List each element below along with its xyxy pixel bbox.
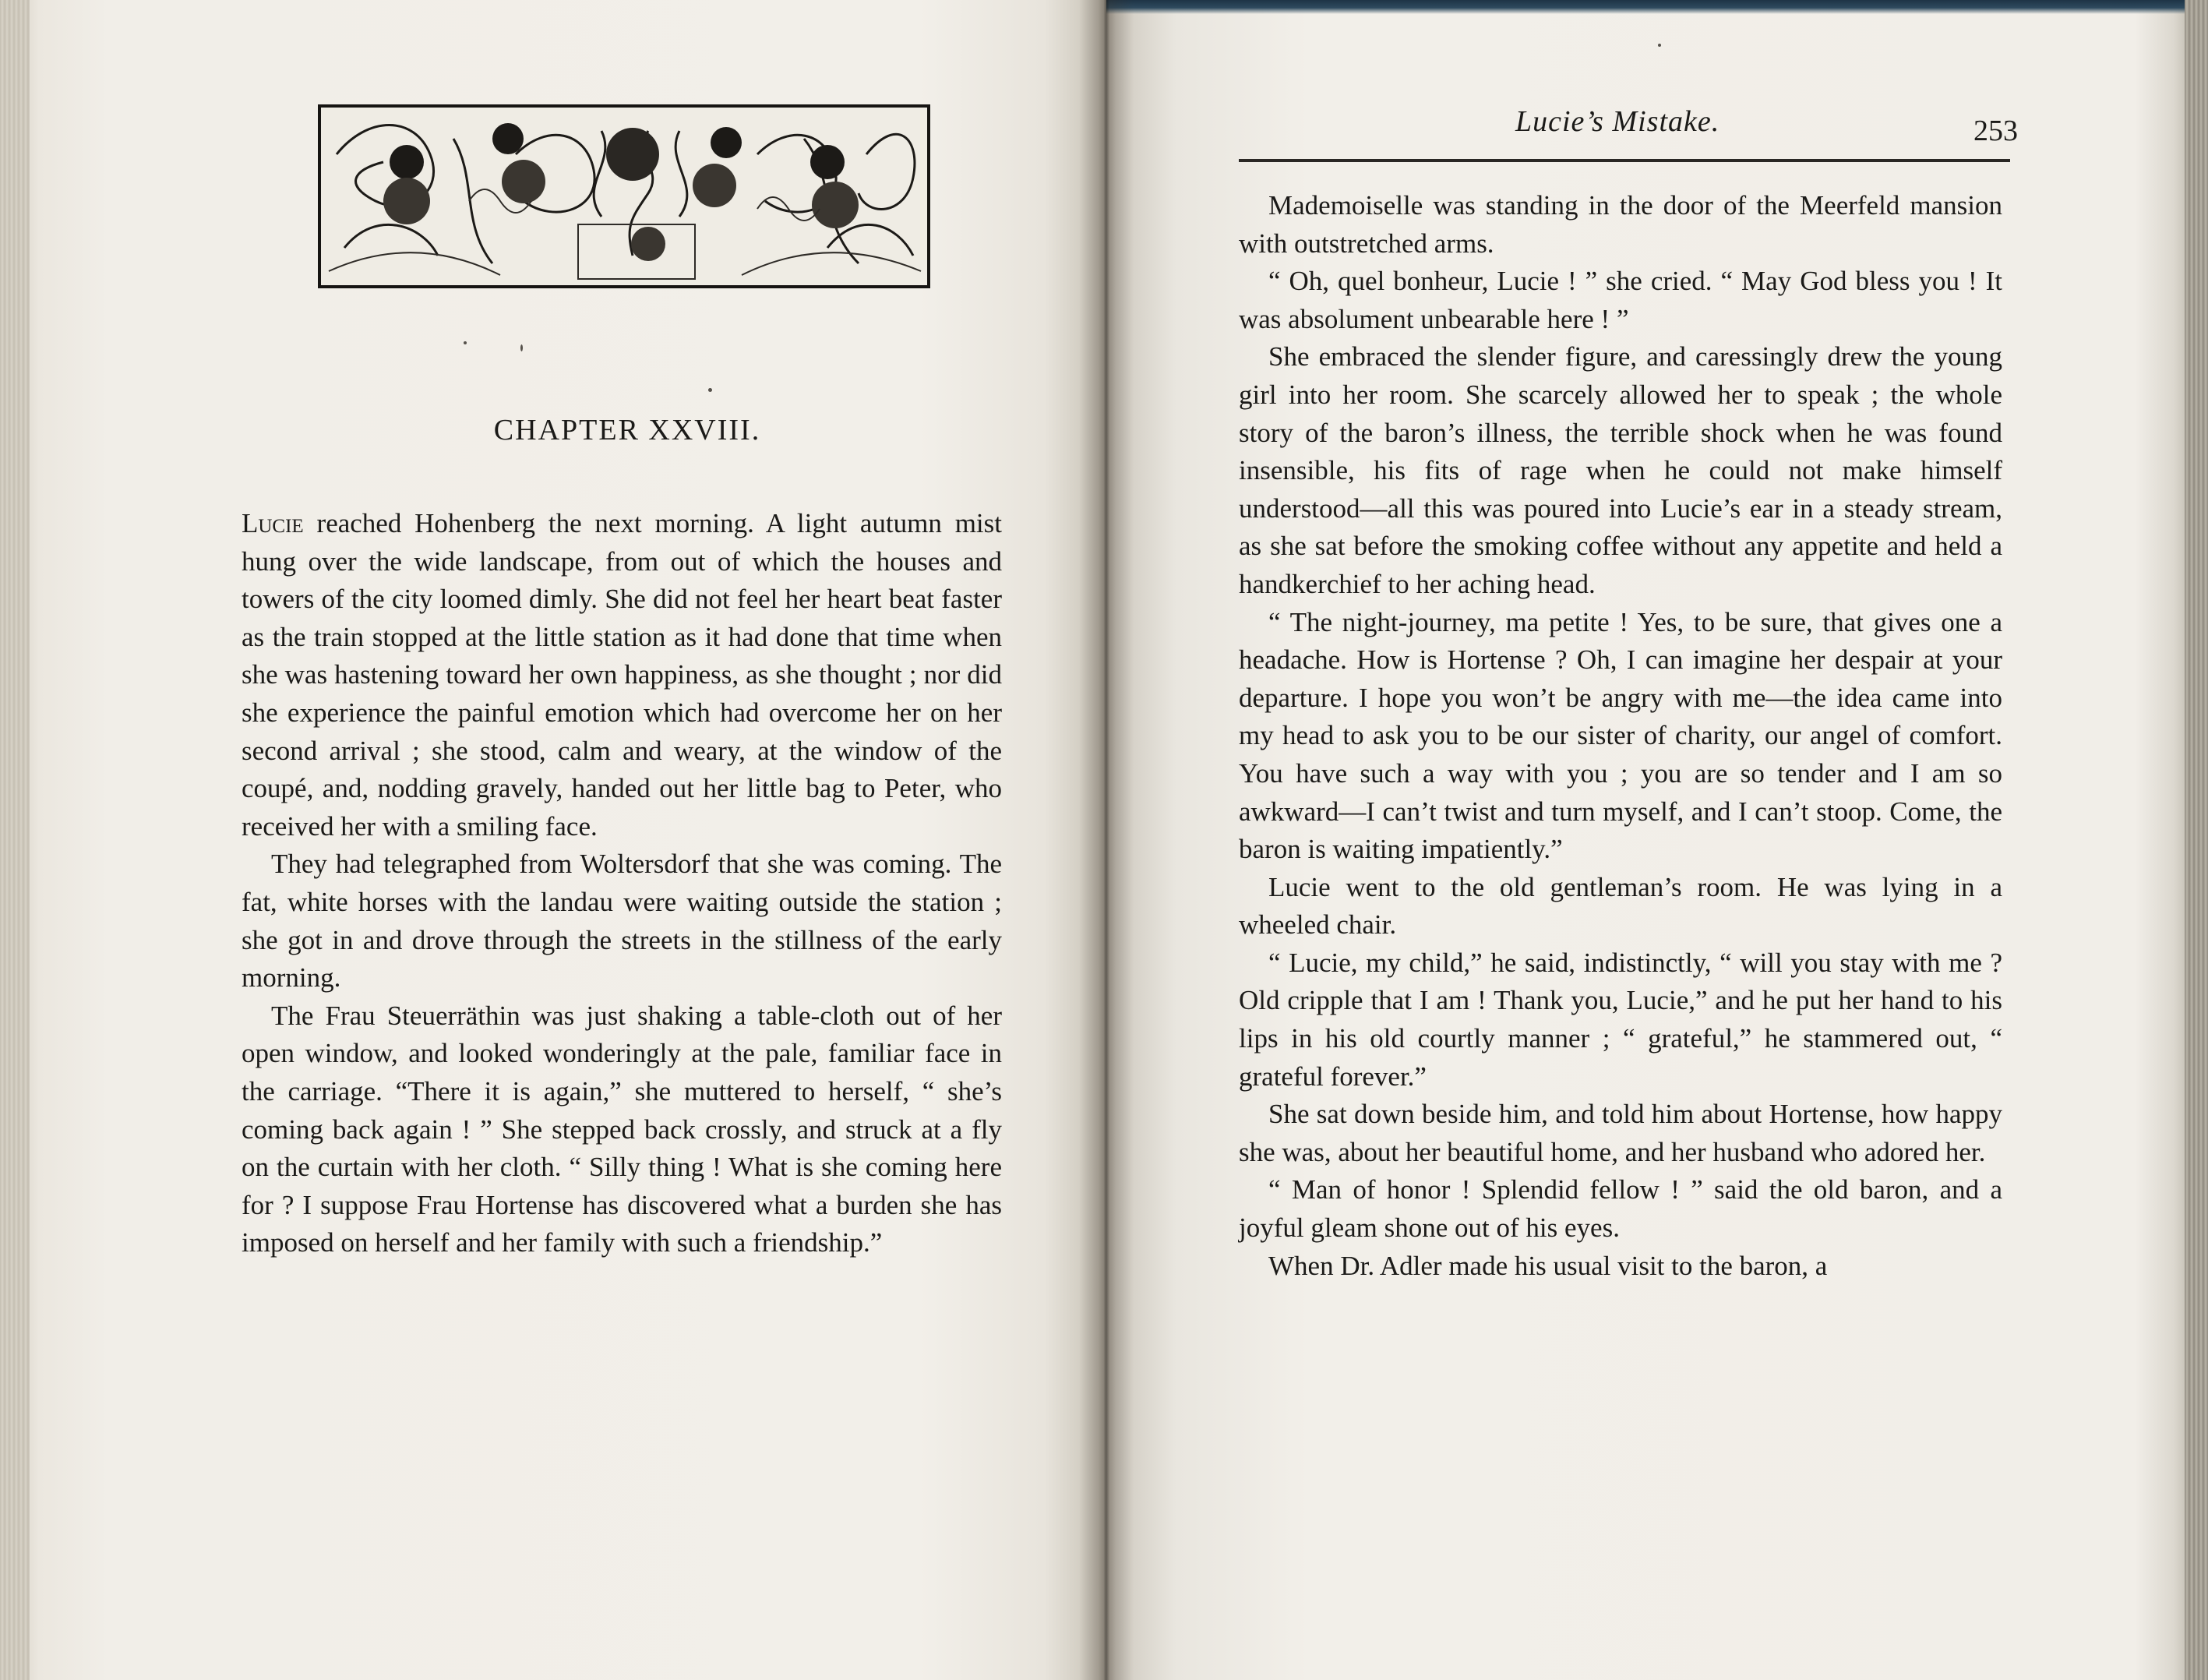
- paragraph: Lucie went to the old gentleman’s room. He was lying in a wheeled chair.: [1239, 871, 2002, 941]
- paragraph: Lucie reached Hohenberg the next morning. A light autumn mist hung over the wide landscape, from out of which the houses and towers of the city loomed dimly. She did not feel her heart beat faster as the train stopped at the little station as it had done that time when she was hastening toward her own happiness, as she thought ; nor did she experience the painful emotion which had overcome her on her second arrival ; she stood, calm and weary, at the window of the coupé, and, nodding gravely, handed out her little bag to Peter, who received her with a smiling face.: [242, 508, 1002, 842]
- chapter-headpiece-ornament: [318, 104, 930, 288]
- left-page-body: [242, 505, 1002, 1262]
- book-gutter: [1079, 0, 1134, 1680]
- opening-word: Lucie: [242, 508, 304, 538]
- running-head: [1239, 103, 2018, 157]
- left-page-edges: [0, 0, 30, 1680]
- paragraph: She sat down beside him, and told him about Hortense, how happy she was, about her beautiful home, and her husband who adored her.: [1239, 1099, 2002, 1167]
- chapter-title: CHAPTER XXVIII.: [493, 414, 761, 446]
- right-page-edges: [2185, 0, 2208, 1680]
- paragraph: Mademoiselle was standing in the door of the Meerfeld mansion with outstretched arms.: [1239, 190, 2002, 259]
- running-title: Lucie’s Mistake.: [1515, 105, 1720, 138]
- paragraph: The Frau Steuerräthin was just shaking a table-cloth out of her open window, and looked wonderingly at the pale, familiar face in the carriage. “There it is again,” she muttered to herself, “ she’s coming back again ! ” She stepped back crossly, and struck at a fly on the curtain with her cloth. “ Silly thing ! What is she coming here for ? I suppose Frau Hortense has discovered what a burden she has imposed on herself and her family with such a friendship.”: [242, 1000, 1002, 1258]
- ornament-illustration: [321, 108, 927, 285]
- paragraph: They had telegraphed from Woltersdorf that she was coming. The fat, white horses with the landau were waiting outside the station ; she got in and drove through the streets in the stillness of the early morning.: [242, 849, 1002, 994]
- paragraph: When Dr. Adler made his usual visit to the baron, a: [1268, 1250, 1828, 1281]
- cover-edge: [1106, 0, 2208, 14]
- page-number: 253: [1973, 115, 2018, 147]
- header-rule: [1239, 159, 2010, 162]
- paragraph: “ Man of honor ! Splendid fellow ! ” said the old baron, and a joyful gleam shone out of his eyes.: [1239, 1174, 2002, 1244]
- paragraph: “ Lucie, my child,” he said, indistinctly, “ will you stay with me ? Old cripple that I am ! Thank you, Lucie,” and he put her hand to his lips in his old courtly manner ; “ grateful,” he stammered out, “ grateful forever.”: [1239, 947, 2002, 1092]
- paragraph: “ Oh, quel bonheur, Lucie ! ” she cried. “ May God bless you ! It was absolument unbearable here ! ”: [1239, 266, 2002, 334]
- right-page-body: [1239, 187, 2002, 1285]
- paragraph: She embraced the slender figure, and caressingly drew the young girl into her room. She scarcely allowed her to speak ; the whole story of the baron’s illness, the terrible shock when he was found insensible, his fits of rage when he could not make himself understood—all this was poured into Lucie’s ear in a steady stream, as she sat before the smoking coffee without any appetite and held a handkerchief to her aching head.: [1239, 341, 2002, 599]
- paragraph: “ The night-journey, ma petite ! Yes, to be sure, that gives one a headache. How is Hortense ? Oh, I can imagine her despair at your departure. I hope you won’t be angry with me—the idea came into my head to ask you to be our sister of charity, our angel of comfort. You have such a way with you ; you are so tender and I am so awkward—I can’t twist and turn myself, and I can’t stoop. Come, the baron is waiting impatiently.”: [1239, 606, 2002, 865]
